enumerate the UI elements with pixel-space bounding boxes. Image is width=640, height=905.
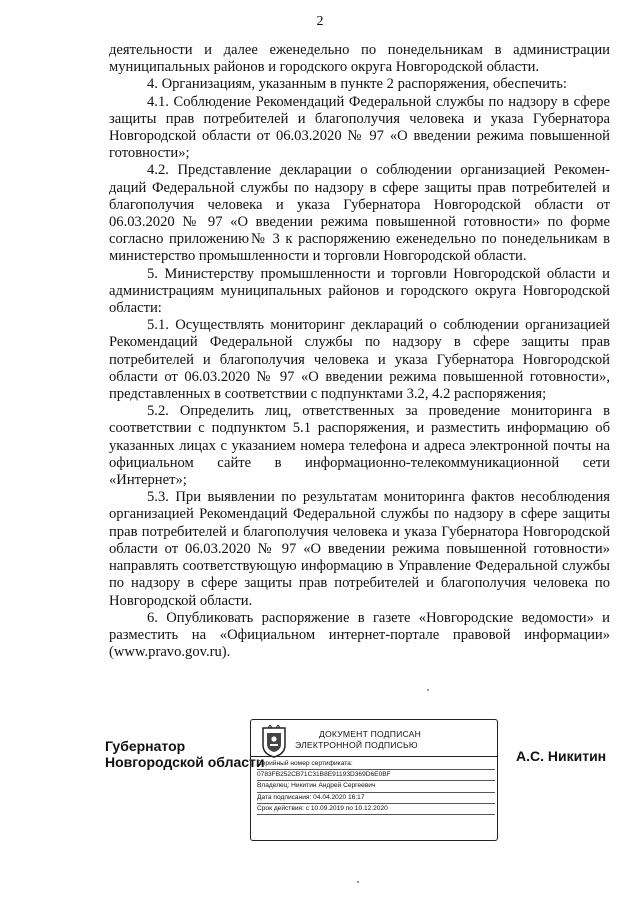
stamp-signed-date: Дата подписания: 04.04.2020 16:17	[257, 793, 495, 804]
paragraph-item-5-3: 5.3. При выявлении по результатам мониторинга фактов несоблюдения организацией Рекомендаций Федеральной службы по надзору в сфере защиты прав потребителей и благополучия человека и указа Губернатора Новгородской области от 06.03.2020 № 97 «О введении режима повышенной готовности» направлять соответствующую информацию в Управление Федеральной службы по надзору в сфере защиты прав потребителей и благополучия человека по Новгородской области.	[109, 489, 610, 609]
paragraph-item-4-1: 4.1. Соблюдение Рекомендаций Федеральной службы по надзору в сфере защиты прав потребителей и благополучия человека и указа Губернатора Новгородской области от 06.03.2020 № 97 «О введении режима повышенной готовности»;	[109, 93, 610, 162]
signatory-title-line1: Губернатор	[105, 738, 186, 754]
paragraph-continuation: деятельности и далее еженедельно по понедельникам в администрации муниципальных районов и городского округа Новгородской области.	[109, 42, 610, 76]
stamp-serial-value: 0783FB252CB71C31B8E91193D369D6E0BF	[257, 770, 495, 781]
scan-speck	[357, 881, 359, 883]
stamp-owner: Владелец: Никитин Андрей Сергеевич	[257, 781, 495, 792]
paragraph-item-6: 6. Опубликовать распоряжение в газете «Новгородские ведомости» и разместить на «Официальном интернет-портале правовой информации» (www.pravo.gov.ru).	[109, 609, 610, 661]
paragraph-item-4: 4. Организациям, указанным в пункте 2 распоряжения, обеспечить:	[147, 76, 567, 93]
document-body	[109, 42, 610, 661]
paragraph-item-5: 5. Министерству промышленности и торговли Новгородской области и администрациям муниципальных районов и городского округа Новгородской области:	[109, 265, 610, 317]
page-number: 2	[316, 14, 324, 29]
signatory-name: А.С. Никитин	[516, 748, 607, 764]
stamp-validity: Срок действия: с 10.09.2019 по 10.12.2020	[257, 804, 495, 815]
stamp-title	[295, 729, 495, 751]
stamp-title-line1: ДОКУМЕНТ ПОДПИСАН	[319, 729, 422, 739]
stamp-details	[257, 759, 495, 815]
stamp-serial-label: Серийный номер сертификата:	[257, 759, 495, 770]
coat-of-arms-icon	[259, 725, 289, 759]
stamp-title-line2: ЭЛЕКТРОННОЙ ПОДПИСЬЮ	[295, 740, 418, 750]
electronic-signature-stamp	[250, 719, 498, 841]
stamp-divider	[251, 756, 497, 757]
signatory-title-line2: Новгородской области	[105, 754, 265, 770]
paragraph-item-5-1: 5.1. Осуществлять мониторинг деклараций о соблюдении организацией Рекомендаций Федеральной службы по надзору в сфере защиты прав потребителей и благополучия человека и указа Губернатора Новгородской области от 06.03.2020 № 97 «О введении режима повышенной готовности», представленных в соответствии с подпунктами 3.2, 4.2 распоряжения;	[109, 317, 610, 403]
paragraph-item-5-2: 5.2. Определить лиц, ответственных за проведение мониторинга в соответствии с подпунктом 5.1 распоряжения, и разместить информацию об указанных лицах с указанием номера телефона и адреса электронной почты на официальном сайте в информационно-телекоммуникационной сети «Интернет»;	[109, 403, 610, 489]
signatory-title	[105, 738, 265, 770]
paragraph-item-4-2: 4.2. Представление декларации о соблюдении организацией Рекомендаций Федеральной службы по надзору в сфере защиты прав потребителей и благополучия человека и указа Губернатора Новгородской области от 06.03.2020 № 97 «О введении режима повышенной готовности» по форме согласно приложению№ 3 к распоряжению еженедельно по понедельникам в министерство промышленности и торговли Новгородской области.	[109, 162, 610, 265]
scan-speck	[427, 689, 429, 691]
